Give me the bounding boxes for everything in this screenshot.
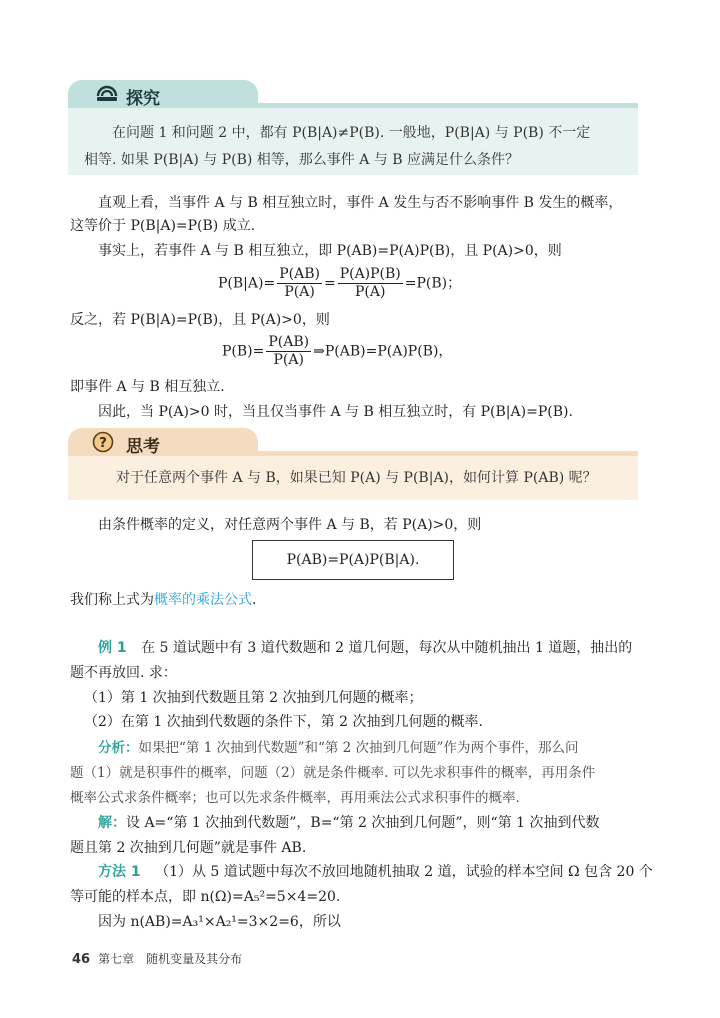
explore-text: 在问题 1 和问题 2 中，都有 P(B|A)≠P(B). 一般地，P(B|A) 与 P(B) 不一定 相等. 如果 P(B|A) 与 P(B) 相等，那么事件 A 与 B 应满足什么条件？: [84, 125, 591, 168]
analysis-line3: 概率公式求条件概率；也可以先求条件概率，再用乘法公式求积事件的概率.: [70, 790, 520, 806]
highlight-term: 概率的乘法公式: [154, 592, 252, 608]
example-label: 例 1: [98, 640, 127, 656]
para7: 我们称上式为概率的乘法公式.: [70, 592, 257, 608]
explore-box: [68, 80, 638, 175]
method1-line1: 方法 1 （1）从 5 道试题中每次不放回地随机抽取 2 道，试验的样本空间 Ω 包含 20 个: [98, 864, 653, 880]
para1-line1: 直观上看，当事件 A 与 B 相互独立时，事件 A 发生与否不影响事件 B 发生的概率，: [98, 195, 623, 211]
method1-line3: 因为 n(AB)=A₃¹×A₂¹=3×2=6，所以: [98, 914, 341, 930]
example-line2: 题不再放回. 求：: [70, 665, 177, 681]
solution-label: 解：: [98, 815, 126, 831]
method1-label: 方法 1: [98, 864, 141, 880]
para5: 因此，当 P(A)>0 时，当且仅当事件 A 与 B 相互独立时，有 P(B|A)=P(B).: [98, 404, 573, 420]
method1-line2: 等可能的样本点，即 n(Ω)=A₅²=5×4=20.: [70, 889, 341, 905]
para3: 反之，若 P(B|A)=P(B)，且 P(A)>0，则: [70, 312, 330, 328]
para6: 由条件概率的定义，对任意两个事件 A 与 B，若 P(A)>0，则: [98, 517, 482, 533]
example-q2: （2）在第 1 次抽到代数题的条件下，第 2 次抽到几何题的概率.: [84, 714, 483, 730]
analysis-line2: 题（1）就是积事件的概率，问题（2）就是条件概率. 可以先求积事件的概率，再用条件: [70, 765, 596, 781]
explore-icon: [96, 84, 118, 104]
think-text: 对于任意两个事件 A 与 B，如果已知 P(A) 与 P(B|A)，如何计算 P(AB) 呢？: [116, 470, 597, 486]
page-footer: [72, 950, 242, 967]
para4: 即事件 A 与 B 相互独立.: [70, 379, 225, 395]
think-box: [68, 428, 638, 500]
formula-independence: P(B)= $\frac{P(AB)}{P(A)}$ ⇒P(AB)=P(A)P(B)，: [222, 334, 453, 368]
analysis-line1: 分析：如果把“第 1 次抽到代数题”和“第 2 次抽到几何题”作为两个事件，那么问: [98, 740, 579, 756]
para1-line2: 这等价于 P(B|A)=P(B) 成立.: [70, 218, 256, 234]
para2: 事实上，若事件 A 与 B 相互独立，即 P(AB)=P(A)P(B)，且 P(A)>0，则: [98, 243, 562, 259]
page-number: 46: [72, 952, 91, 967]
chapter-title: 第七章 随机变量及其分布: [98, 952, 243, 966]
formula-conditional: P(B|A)= $\frac{P(AB)}{P(A)}$ = $\frac{P(A)P(B)}{P(A)}$ =P(B)；: [218, 266, 462, 300]
svg-text:?: ?: [99, 436, 107, 451]
explore-title: 探究: [126, 89, 160, 109]
example-line1: 例 1 在 5 道试题中有 3 道代数题和 2 道几何题，每次从中随机抽出 1 道题，抽出的: [98, 640, 633, 656]
example-q1: （1）第 1 次抽到代数题且第 2 次抽到几何题的概率；: [84, 690, 423, 706]
think-title: 思考: [126, 437, 160, 457]
boxed-formula: P(AB)=P(A)P(B|A).: [252, 540, 454, 580]
solution-line1: 解：设 A=“第 1 次抽到代数题”，B=“第 2 次抽到几何题”，则“第 1 次抽到代数: [98, 815, 600, 831]
analysis-label: 分析：: [98, 740, 139, 756]
question-icon: [92, 431, 114, 453]
solution-line2: 题且第 2 次抽到几何题”就是事件 AB.: [70, 840, 307, 856]
